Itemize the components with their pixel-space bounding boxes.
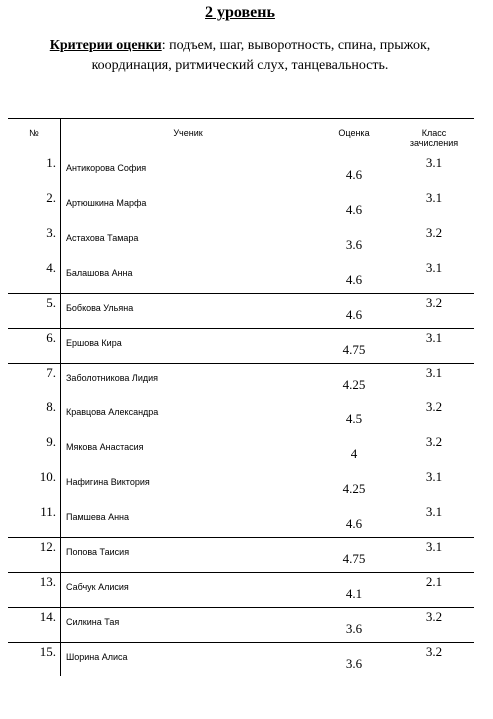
klass-value: 3.2 bbox=[425, 399, 443, 414]
student-name: Шорина Алиса bbox=[66, 652, 128, 662]
table-row bbox=[8, 293, 474, 328]
student-name: Антикорова София bbox=[66, 163, 147, 173]
header-grade: Оценка bbox=[338, 128, 370, 138]
student-name: Заболотникова Лидия bbox=[66, 373, 158, 383]
grade-value: 3.6 bbox=[345, 621, 363, 636]
results-table bbox=[8, 118, 474, 676]
klass-value: 3.1 bbox=[425, 365, 443, 380]
klass-value: 3.2 bbox=[425, 225, 443, 240]
table-row bbox=[8, 642, 474, 677]
table-row bbox=[8, 328, 474, 363]
criteria-paragraph bbox=[14, 36, 466, 76]
klass-value: 3.1 bbox=[425, 330, 443, 345]
row-number: 11. bbox=[40, 504, 56, 519]
row-number: 12. bbox=[39, 539, 56, 554]
header-student: Ученик bbox=[173, 128, 203, 138]
table-row bbox=[8, 432, 474, 467]
grade-value: 4.75 bbox=[342, 342, 366, 357]
student-name: Бобкова Ульяна bbox=[66, 303, 134, 313]
student-name: Мякова Анастасия bbox=[66, 442, 144, 452]
table-top-border bbox=[8, 118, 474, 119]
row-number: 13. bbox=[39, 574, 56, 589]
row-number: 5. bbox=[46, 295, 56, 310]
table-row bbox=[8, 537, 474, 572]
table-row bbox=[8, 153, 474, 188]
table-row bbox=[8, 502, 474, 537]
table-row bbox=[8, 223, 474, 258]
row-number: 2. bbox=[46, 190, 56, 205]
row-number: 6. bbox=[46, 330, 56, 345]
header-num: № bbox=[29, 128, 39, 138]
grade-value: 4.6 bbox=[345, 307, 363, 322]
row-number: 4. bbox=[46, 260, 56, 275]
page-title: 2 уровень bbox=[205, 4, 275, 21]
student-name: Астахова Тамара bbox=[66, 233, 139, 243]
row-number: 8. bbox=[46, 399, 56, 414]
student-name: Попова Таисия bbox=[66, 547, 130, 557]
grade-value: 4.25 bbox=[342, 481, 366, 496]
klass-value: 2.1 bbox=[425, 574, 443, 589]
table-row bbox=[8, 258, 474, 293]
table-row bbox=[8, 607, 474, 642]
row-number: 10. bbox=[39, 469, 56, 484]
table-row bbox=[8, 397, 474, 432]
grade-value: 4.25 bbox=[342, 377, 366, 392]
klass-value: 3.1 bbox=[425, 190, 443, 205]
header-klass-line1: Класс bbox=[421, 128, 447, 138]
grade-value: 4.75 bbox=[342, 551, 366, 566]
table-row bbox=[8, 467, 474, 502]
student-name: Сабчук Алисия bbox=[66, 582, 129, 592]
student-name: Артюшкина Марфа bbox=[66, 198, 147, 208]
grade-value: 4.1 bbox=[345, 586, 363, 601]
row-number: 15. bbox=[39, 644, 56, 659]
header-klass-line2: зачисления bbox=[409, 138, 459, 148]
klass-value: 3.1 bbox=[425, 469, 443, 484]
klass-value: 3.1 bbox=[425, 539, 443, 554]
klass-value: 3.1 bbox=[425, 155, 443, 170]
grade-value: 4.6 bbox=[345, 516, 363, 531]
student-name: Памшева Анна bbox=[66, 512, 130, 522]
klass-value: 3.2 bbox=[425, 609, 443, 624]
criteria-label: Критерии оценки bbox=[49, 38, 162, 53]
grade-value: 4.6 bbox=[345, 272, 363, 287]
criteria-text: : подъем, шаг, выворотность, спина, прыжок, координация, ритмический слух, танцевальность. bbox=[91, 38, 431, 73]
student-name: Силкина Тая bbox=[66, 617, 120, 627]
student-name: Балашова Анна bbox=[66, 268, 133, 278]
row-number: 7. bbox=[46, 365, 56, 380]
table-row bbox=[8, 572, 474, 607]
row-number: 1. bbox=[46, 155, 56, 170]
grade-value: 3.6 bbox=[345, 656, 363, 671]
klass-value: 3.2 bbox=[425, 295, 443, 310]
row-number: 3. bbox=[46, 225, 56, 240]
header-klass bbox=[394, 128, 474, 148]
grade-value: 4.5 bbox=[345, 411, 363, 426]
student-name: Кравцова Александра bbox=[66, 407, 159, 417]
table-row bbox=[8, 363, 474, 398]
student-name: Нафигина Виктория bbox=[66, 477, 150, 487]
student-name: Ершова Кира bbox=[66, 338, 122, 348]
grade-value: 3.6 bbox=[345, 237, 363, 252]
grade-value: 4.6 bbox=[345, 167, 363, 182]
grade-value: 4.6 bbox=[345, 202, 363, 217]
grade-value: 4 bbox=[350, 446, 358, 461]
table-row bbox=[8, 188, 474, 223]
row-number: 14. bbox=[39, 609, 56, 624]
klass-value: 3.2 bbox=[425, 644, 443, 659]
row-number: 9. bbox=[46, 434, 56, 449]
klass-value: 3.2 bbox=[425, 434, 443, 449]
klass-value: 3.1 bbox=[425, 504, 443, 519]
klass-value: 3.1 bbox=[425, 260, 443, 275]
